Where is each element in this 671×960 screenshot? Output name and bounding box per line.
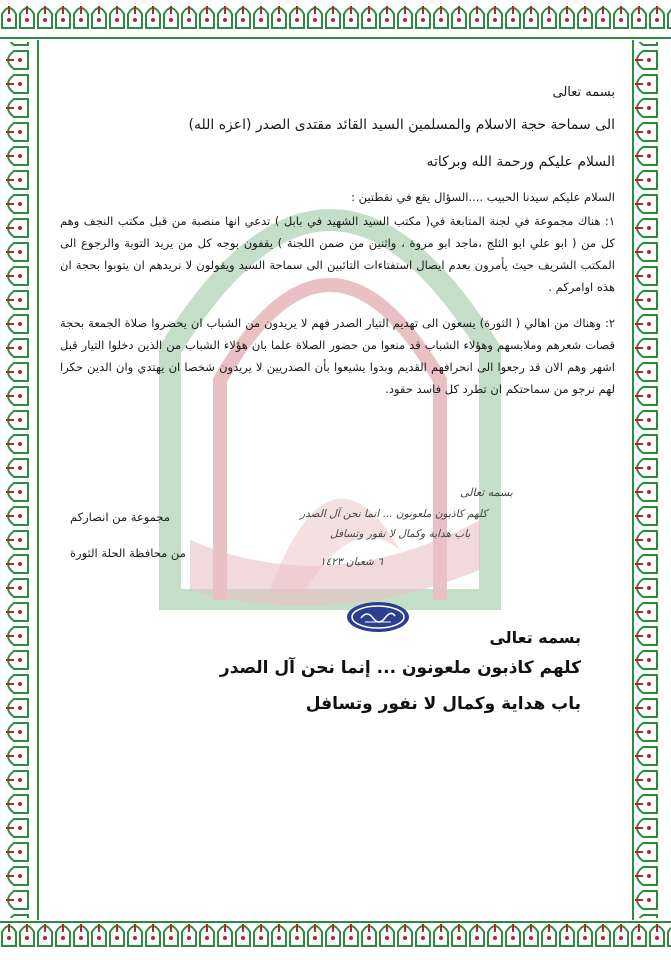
decorative-border-bottom xyxy=(0,918,671,960)
decorative-border-top xyxy=(0,0,671,42)
letter-addressee: الى سماحة حجة الاسلام والمسلمين السيد القائد مقتدى الصدر (اعزه الله) xyxy=(188,117,615,133)
letter-point-2: ٢: وهناك من اهالي ( الثورة) يسعون الى تهديم التيار الصدر فهم لا يريدون من الشباب ان يحضروا صلاة الجمعة بحجة قصات شعرهم وملابسهم وهؤلاء الشباب قد منعوا من حضور الصلاة علما بان هؤلاء الشباب من الذين دخلوا التيار قبل اشهر وهم الان قد رجعوا الى انحرافهم القديم وبدوا يشيعوا بأن الصدريين لا يريدون شخصا ان يهتدي وان الدين حكرا لهم نرجو من سماحتكم ان تطرد كل فاسد حقود. xyxy=(60,315,615,396)
signature-line-1: مجموعة من انصاركم xyxy=(70,510,170,524)
decorative-border-right xyxy=(629,0,671,960)
handwritten-line-1: كلهم كاذبون ملعونون ... انما نحن آل الصدر xyxy=(300,508,488,520)
reply-line-1: كلهم كاذبون ملعونون ... إنما نحن آل الصدر xyxy=(219,658,581,678)
official-seal-stamp xyxy=(345,600,411,634)
decorative-border-left xyxy=(0,0,42,960)
reply-line-2: باب هداية وكمال لا نفور وتسافل xyxy=(305,694,581,714)
signature-line-2: من محافظة الحلة الثورة xyxy=(70,546,186,560)
handwritten-line-2: باب هداية وكمال لا نفور وتسافل xyxy=(330,528,471,540)
letter-greeting: السلام عليكم ورحمة الله وبركاته xyxy=(426,153,615,170)
handwritten-date: ٦ شعبان ١٤٢٣ xyxy=(320,556,383,568)
letter-intro: السلام عليكم سيدنا الحبيب ....السؤال يقع في نقطتين : xyxy=(351,189,615,204)
reply-heading: بسمه تعالى xyxy=(489,628,581,647)
letter-heading: بسمه تعالى xyxy=(552,85,615,100)
handwritten-heading: بسمه تعالى xyxy=(460,486,513,499)
letter-point-1: ١: هناك مجموعة في لجنة المتابعة في( مكتب السيد الشهيد في بابل ) تدعي انها منصبة من قبل مكتب النجف وهم كل من ( ابو علي ابو الثلج ،ماجد ابو مروة ، واثنين من ضمن اللجنة ) يقفون بوجه كل من يريد التوبة والرجوع الى المكتب الشريف حيث يأمرون بعدم ايصال استفتاءات التائبين الى سماحة السيد ويقولون لا نريدهم ان يتوبوا بحجة ان هذه اوامركم . xyxy=(60,213,615,294)
letter-body xyxy=(60,85,615,414)
